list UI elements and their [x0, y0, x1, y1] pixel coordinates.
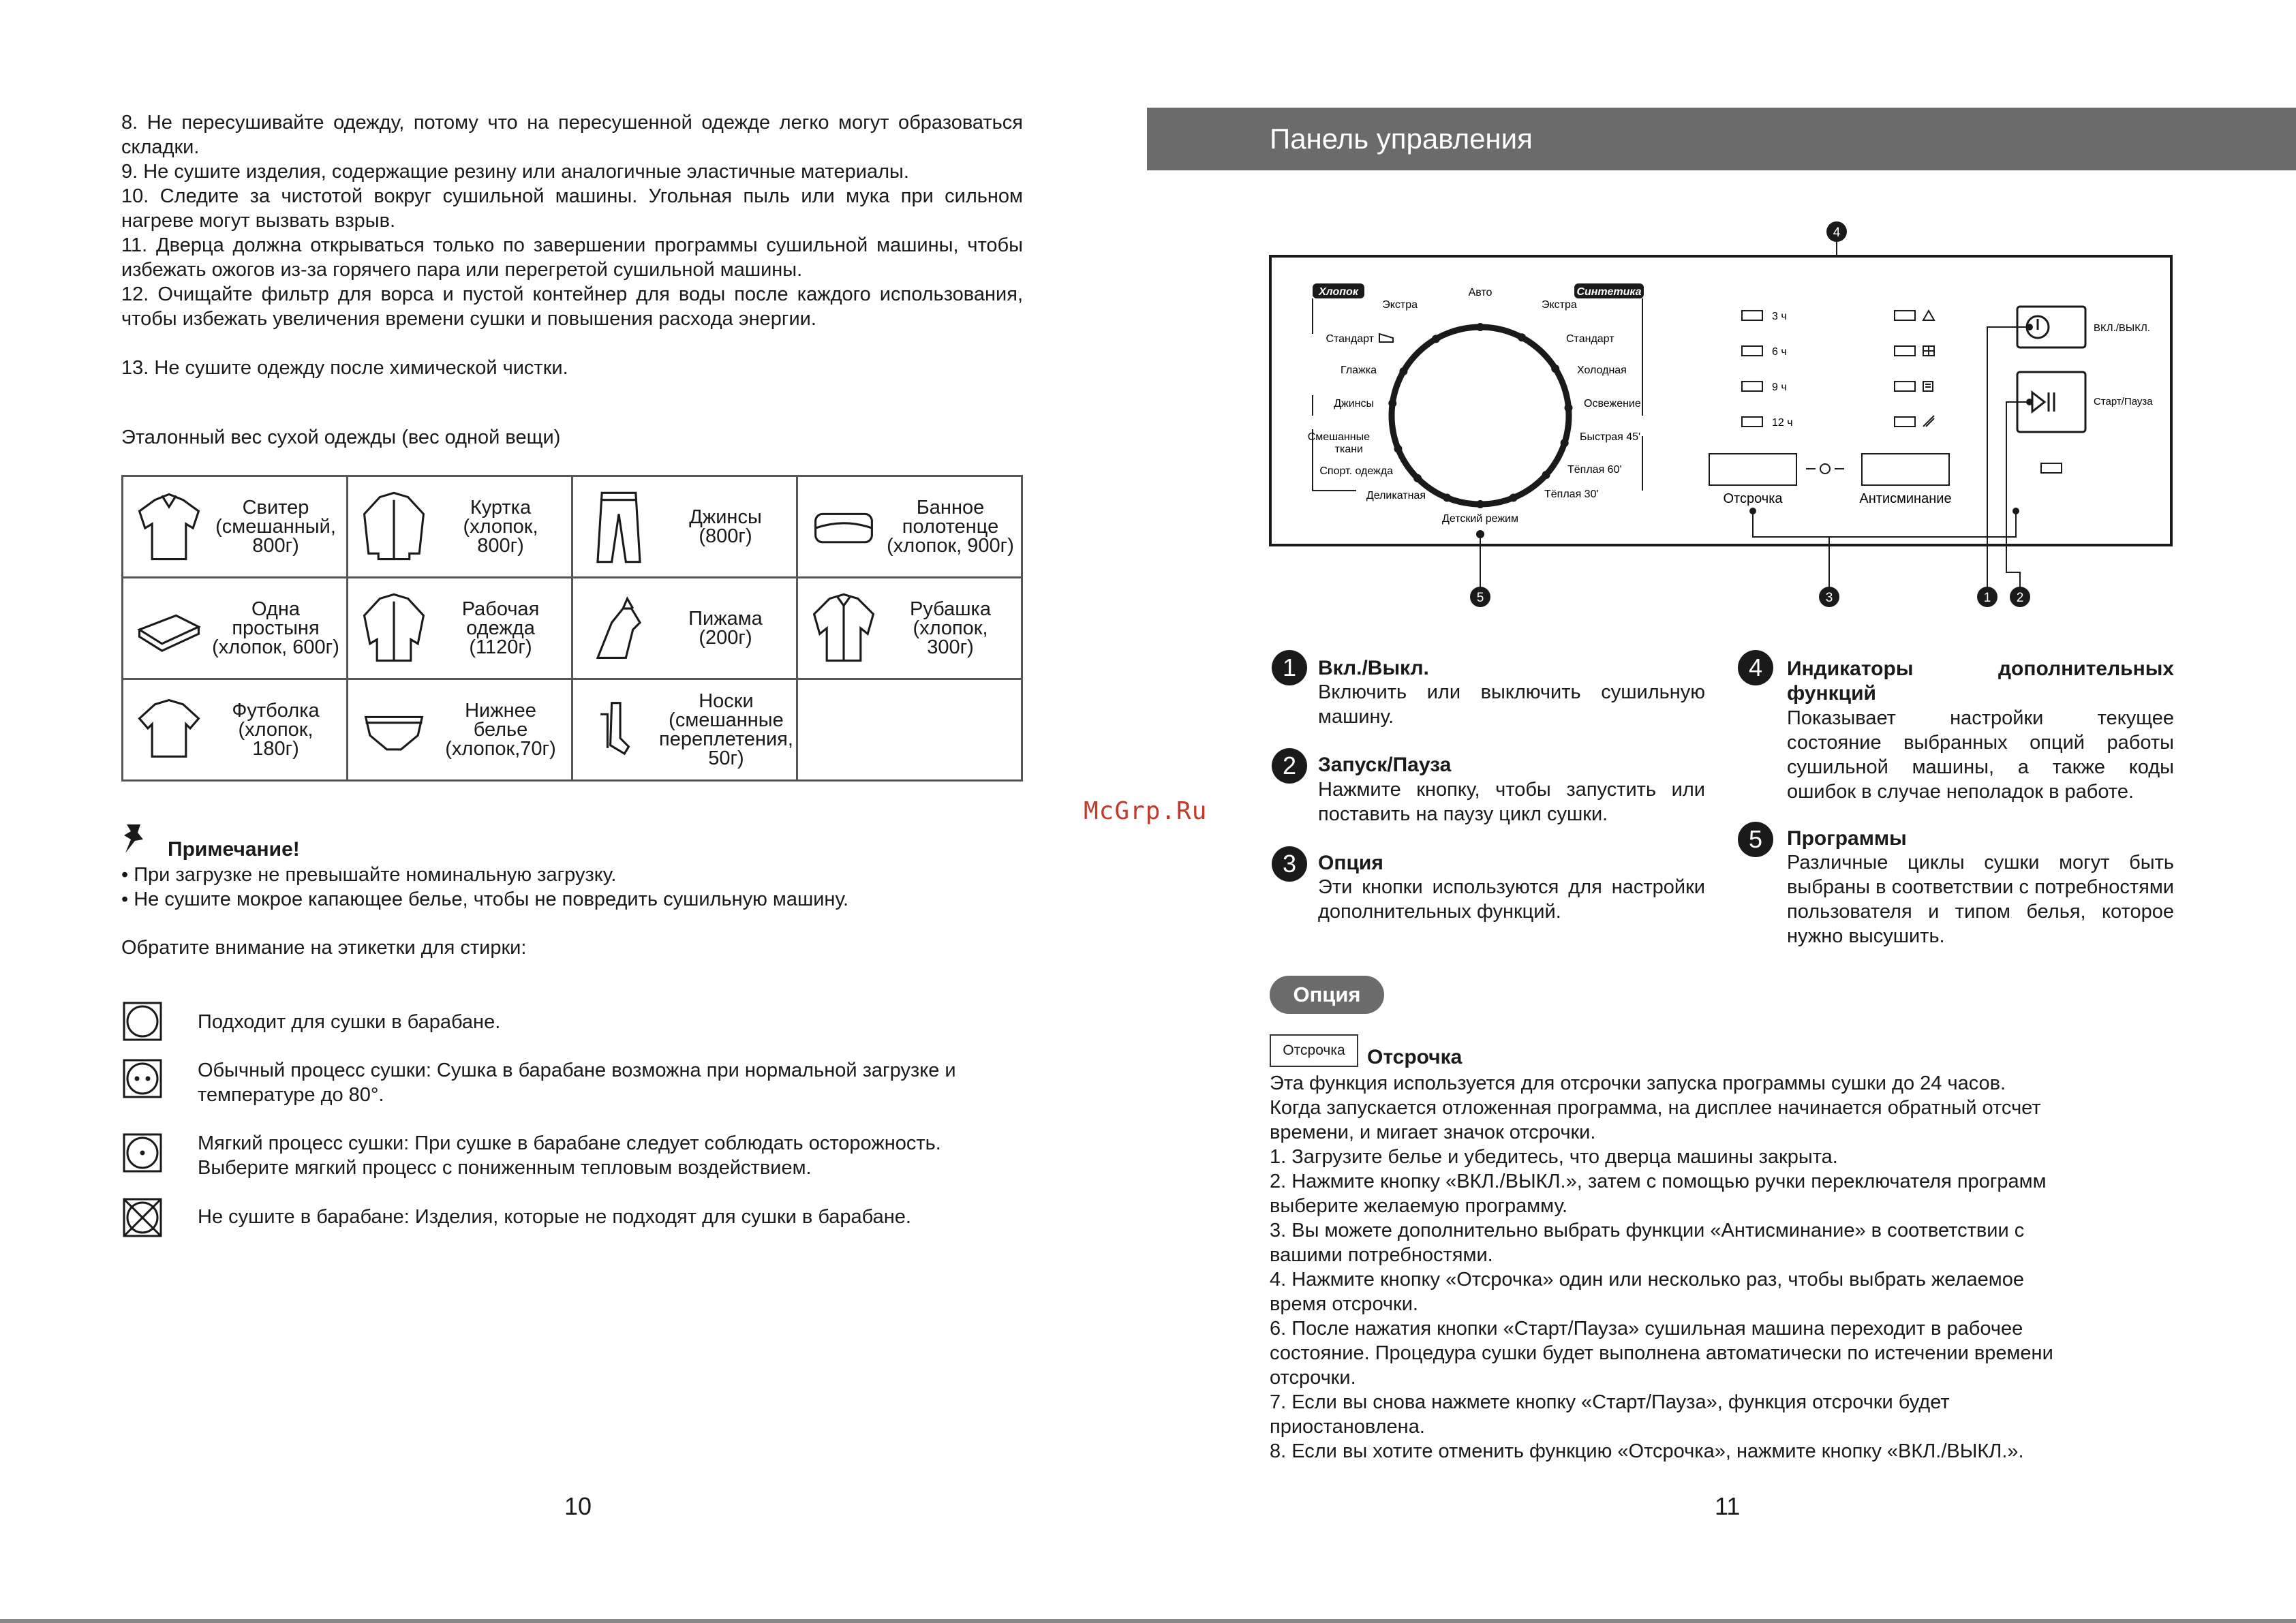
- delay-instruction-line: вашими потребностями.: [1270, 1244, 1493, 1266]
- weight-table-title: Эталонный вес сухой одежды (вес одной вещи): [121, 427, 561, 448]
- delay-12h: 12 ч: [1772, 417, 1793, 429]
- anticrease-button[interactable]: [1862, 454, 1949, 485]
- delay-instruction-line: 4. Нажмите кнопку «Отсрочка» один или несколько раз, чтобы выбрать желаемое: [1270, 1269, 2024, 1290]
- delay-instruction-line: состояние. Процедура сушки будет выполнена автоматически по истечении времени: [1270, 1342, 2053, 1364]
- delay-instruction-line: отсрочки.: [1270, 1367, 1356, 1389]
- section-header: [1147, 108, 2296, 170]
- page-number-left: 10: [564, 1492, 592, 1520]
- delay-instruction-line: время отсрочки.: [1270, 1293, 1418, 1315]
- page-number-right: 11: [1715, 1492, 1741, 1520]
- care-label-text-3: Мягкий процесс сушки: При сушке в барабане следует соблюдать осторожность. Выберите мягкий процесс с пониженным тепловым воздействием.: [198, 1132, 941, 1179]
- prog-jeans: Джинсы: [1334, 398, 1374, 409]
- pushpin-icon: [120, 822, 155, 857]
- do-not-tumble-dry-icon: [123, 1198, 162, 1237]
- legend-text-3: Эти кнопки используются для настройки дополнительных функций.: [1318, 876, 1705, 923]
- tip-11: 11. Дверца должна открываться только по завершении программы сушильной машины, чтобы избежать ожогов из-за горячего пара или перегретой сушильной машины.: [121, 234, 1023, 281]
- tip-9: 9. Не сушите изделия, содержащие резину или аналогичные эластичные материалы.: [121, 161, 909, 183]
- prog-cold: Холодная: [1577, 365, 1627, 376]
- jeans-icon: [579, 486, 659, 568]
- shirt-icon: [803, 587, 884, 669]
- sheet-icon: [129, 587, 209, 669]
- weight-cell: [123, 476, 348, 578]
- knob-position-dot: [1443, 494, 1451, 502]
- legend-text-5: Различные циклы сушки могут быть выбраны в соответствии с потребностями пользователя и типом белья, которое нужно высушить.: [1787, 852, 2174, 947]
- callout-5-label: 5: [1476, 591, 1484, 605]
- weight-table-row: [123, 679, 1022, 781]
- note-item-2: • Не сушите мокрое капающее белье, чтобы не повредить сушильную машину.: [121, 888, 849, 910]
- weight-cell: [797, 476, 1022, 578]
- tumble-dry-icon: [123, 1002, 162, 1041]
- socks-icon: [579, 689, 659, 771]
- tumble-dry-normal-icon: [123, 1059, 162, 1098]
- legend-title-1: Вкл./Выкл.: [1318, 657, 1429, 679]
- prog-quick-45: Быстрая 45': [1580, 431, 1641, 443]
- weight-cell: [797, 578, 1022, 679]
- weight-cell: [348, 679, 572, 781]
- delay-instruction-line: выберите желаемую программу.: [1270, 1195, 1568, 1217]
- prog-refresh: Освежение: [1584, 398, 1641, 409]
- watermark: McGrp.Ru: [1084, 797, 1208, 825]
- delay-instruction-line: 2. Нажмите кнопку «ВКЛ./ВЫКЛ.», затем с помощью ручки переключателя программ: [1270, 1171, 2047, 1192]
- delay-button[interactable]: [1709, 454, 1796, 485]
- towel-icon: [803, 486, 884, 568]
- workwear-icon: [354, 587, 434, 669]
- prog-warm-30: Тёплая 30': [1544, 489, 1599, 500]
- weight-cell-text: Футболка (хлопок, 180г): [232, 700, 320, 760]
- knob-position-dot: [1399, 367, 1407, 375]
- group-synthetic: Синтетика: [1576, 286, 1642, 298]
- pajamas-icon: [579, 587, 659, 669]
- weight-table-row: [123, 476, 1022, 578]
- legend-num-3: 3: [1272, 846, 1307, 882]
- start-pause-label: Старт/Пауза: [2094, 396, 2153, 407]
- delay-instruction-line: Когда запускается отложенная программа, на дисплее начинается обратный отсчет: [1270, 1097, 2041, 1119]
- weight-table: [121, 475, 1023, 782]
- weight-cell-text: Носки (смешанные переплетения, 50г): [659, 690, 793, 769]
- weight-cell: [572, 578, 797, 679]
- callout-3-label: 3: [1825, 591, 1833, 605]
- tip-8: 8. Не пересушивайте одежду, потому что на пересушенной одежде легко могут образоваться складки.: [121, 112, 1023, 158]
- note-item-1: • При загрузке не превышайте номинальную загрузку.: [121, 864, 617, 886]
- care-label-text-1: Подходит для сушки в барабане.: [198, 1011, 501, 1033]
- prog-standard-cotton: Стандарт: [1326, 333, 1374, 345]
- prog-warm-60: Тёплая 60': [1567, 464, 1622, 476]
- weight-cell-text: Джинсы (800г): [689, 506, 762, 547]
- legend-text-4: Показывает настройки текущее состояние выбранных опций работы сушильной машины, а также коды ошибок в случае неполадок в работе.: [1787, 707, 2174, 803]
- care-labels-title: Обратите внимание на этикетки для стирки:: [121, 937, 527, 959]
- weight-cell-text: Куртка (хлопок, 800г): [463, 497, 538, 557]
- power-label: ВКЛ./ВЫКЛ.: [2094, 322, 2150, 334]
- knob-position-dot: [1394, 445, 1402, 453]
- weight-cell-text: Нижнее белье (хлопок,70г): [445, 700, 556, 760]
- delay-instruction-line: времени, и мигает значок отсрочки.: [1270, 1122, 1596, 1143]
- prog-standard-synth: Стандарт: [1566, 333, 1614, 345]
- option-section-pill: Опция: [1270, 976, 1384, 1014]
- status-led: [2041, 463, 2062, 473]
- knob-position-dot: [1551, 365, 1559, 373]
- prog-mixed: Смешанные: [1307, 431, 1370, 443]
- prog-ironing: Глажка: [1341, 365, 1377, 376]
- delay-label-box: Отсрочка: [1270, 1034, 1358, 1067]
- knob-position-dot: [1561, 439, 1569, 447]
- delay-instruction-line: 6. После нажатия кнопки «Старт/Пауза» сушильная машина переходит в рабочее: [1270, 1318, 2023, 1340]
- delay-instructions: [1270, 1071, 2176, 1464]
- delay-button-label: Отсрочка: [1723, 491, 1783, 506]
- delay-9h: 9 ч: [1772, 382, 1787, 393]
- prog-mixed-2: ткани: [1334, 444, 1363, 455]
- weight-cell-text: Банное полотенце (хлопок, 900г): [887, 497, 1014, 557]
- weight-cell: [572, 476, 797, 578]
- legend-text-1: Включить или выключить сушильную машину.: [1318, 681, 1705, 728]
- tshirt-icon: [129, 689, 209, 771]
- delay-heading: Отсрочка: [1367, 1046, 1463, 1068]
- underwear-icon: [354, 689, 434, 771]
- care-label-text-4: Не сушите в барабане: Изделия, которые не подходят для сушки в барабане.: [198, 1206, 911, 1228]
- anticrease-button-label: Антисминание: [1859, 491, 1952, 506]
- prog-delicate: Деликатная: [1366, 490, 1426, 501]
- legend-title-3: Опция: [1318, 852, 1383, 874]
- tip-12: 12. Очищайте фильтр для ворса и пустой контейнер для воды после каждого использования, чтобы избежать увеличения времени сушки и повышения расхода энергии.: [121, 283, 1023, 330]
- prog-sport: Спорт. одежда: [1319, 465, 1393, 477]
- legend-title-4: Индикаторы дополнительных функций: [1787, 658, 2174, 705]
- weight-cell-text: Пижама (200г): [688, 608, 763, 649]
- tumble-dry-low-icon: [123, 1133, 162, 1173]
- weight-cell-text: Рубашка (хлопок, 300г): [910, 598, 991, 658]
- weight-cell: [348, 578, 572, 679]
- tip-10: 10. Следите за чистотой вокруг сушильной машины. Угольная пыль или мука при сильном нагреве могут вызвать взрыв.: [121, 185, 1023, 232]
- delay-instruction-line: приостановлена.: [1270, 1416, 1425, 1438]
- weight-cell-text: Рабочая одежда (1120г): [461, 598, 540, 658]
- delay-6h: 6 ч: [1772, 346, 1787, 358]
- legend-num-5: 5: [1738, 822, 1773, 857]
- knob-position-dot: [1565, 404, 1573, 412]
- weight-cell: [348, 476, 572, 578]
- bottom-rule: [0, 1619, 2296, 1623]
- prog-extra-cotton: Экстра: [1382, 299, 1418, 311]
- weight-cell: [123, 679, 348, 781]
- knob-position-dot: [1476, 323, 1484, 331]
- legend-title-2: Запуск/Пауза: [1318, 754, 1452, 776]
- legend-text-2: Нажмите кнопку, чтобы запустить или поставить на паузу цикл сушки.: [1318, 779, 1705, 825]
- weight-cell: [572, 679, 797, 781]
- legend-num-1: 1: [1272, 650, 1307, 685]
- section-title: Панель управления: [1270, 123, 1533, 155]
- note-title: Примечание!: [168, 838, 300, 861]
- legend-num-2: 2: [1272, 748, 1307, 784]
- delay-instruction-line: 3. Вы можете дополнительно выбрать функции «Антисминание» в соответствии с: [1270, 1220, 2025, 1241]
- group-cotton: Хлопок: [1319, 286, 1358, 298]
- knob-position-dot: [1476, 500, 1484, 508]
- weight-table-row: [123, 578, 1022, 679]
- jacket-icon: [354, 486, 434, 568]
- knob-position-dot: [1542, 471, 1550, 479]
- delay-instruction-line: 7. Если вы снова нажмете кнопку «Старт/Пауза», функция отсрочки будет: [1270, 1391, 1950, 1413]
- weight-cell: [797, 679, 1022, 781]
- callout-2-label: 2: [2016, 591, 2024, 605]
- weight-cell-text: Свитер (смешанный, 800г): [215, 497, 336, 557]
- prog-kids: Детский режим: [1442, 513, 1518, 525]
- delay-3h: 3 ч: [1772, 311, 1787, 322]
- knob-position-dot: [1518, 333, 1526, 341]
- control-panel-diagram: [1254, 211, 2194, 620]
- legend-title-5: Программы: [1787, 827, 1907, 850]
- prog-extra-synth: Экстра: [1542, 299, 1577, 311]
- knob-position-dot: [1510, 494, 1518, 502]
- knob-position-dot: [1432, 335, 1440, 343]
- knob-position-dot: [1413, 474, 1422, 482]
- weight-cell-text: Одна простыня (хлопок, 600г): [212, 598, 339, 658]
- callout-1-label: 1: [1983, 591, 1991, 605]
- legend-num-4: 4: [1738, 650, 1773, 685]
- delay-instruction-line: 1. Загрузите белье и убедитесь, что дверца машины закрыта.: [1270, 1146, 1838, 1168]
- care-label-text-2: Обычный процесс сушки: Сушка в барабане возможна при нормальной загрузке и температуре до 80°.: [198, 1060, 956, 1106]
- tip-13: 13. Не сушите одежду после химической чистки.: [121, 357, 568, 379]
- sweater-icon: [129, 486, 209, 568]
- knob-position-dot: [1388, 399, 1396, 407]
- weight-cell: [123, 578, 348, 679]
- delay-instruction-line: Эта функция используется для отсрочки запуска программы сушки до 24 часов.: [1270, 1072, 2006, 1094]
- delay-instruction-line: 8. Если вы хотите отменить функцию «Отсрочка», нажмите кнопку «ВКЛ./ВЫКЛ.».: [1270, 1440, 2024, 1462]
- prog-auto: Авто: [1468, 287, 1493, 298]
- callout-4-label: 4: [1833, 226, 1841, 240]
